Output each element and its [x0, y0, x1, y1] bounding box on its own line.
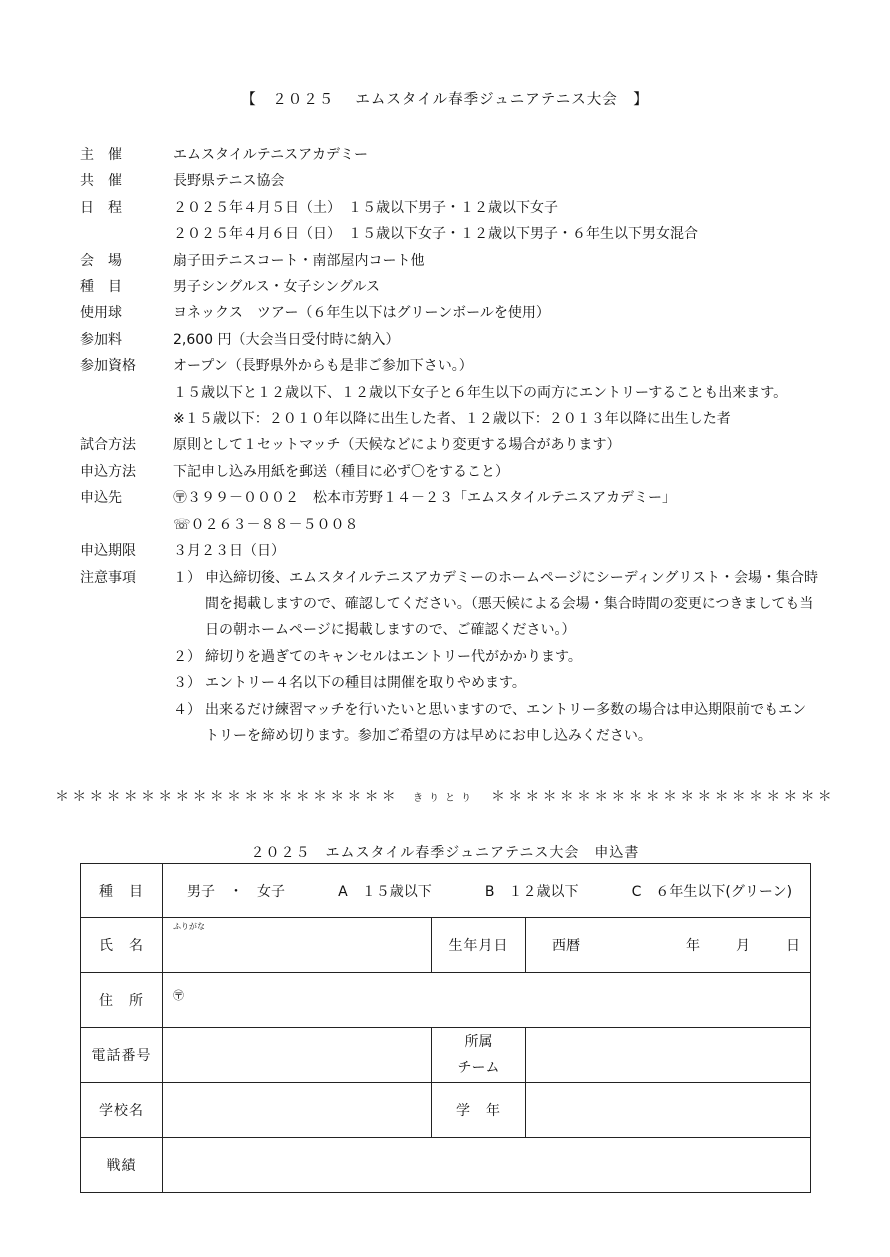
info-venue	[80, 248, 820, 274]
label-organizer: 主 催	[80, 147, 122, 163]
postal-mark-icon: 〶	[173, 989, 184, 1002]
info-eligibility	[80, 353, 820, 432]
eligibility-line-1: オープン（長野県外からも是非ご参加下さい。）	[173, 358, 473, 375]
note-text: 締切りを過ぎてのキャンセルはエントリー代がかかります。	[205, 648, 582, 665]
note-item	[173, 565, 820, 644]
info-organizer	[80, 142, 820, 168]
dob-label: 生年月日	[432, 918, 526, 973]
label-events: 種 目	[80, 279, 122, 296]
form-row-record	[81, 1138, 811, 1193]
value-eligibility	[173, 353, 820, 432]
form-row-name	[81, 918, 811, 973]
value-schedule	[173, 195, 820, 248]
name-field[interactable]	[163, 918, 432, 973]
info-match	[80, 432, 820, 458]
label-cosponsor: 共 催	[80, 173, 122, 190]
form-title: ２０２５ エムスタイル春季ジュニアテニス大会 申込書	[250, 845, 640, 861]
dob-day: 日	[786, 938, 800, 954]
info-events	[80, 274, 820, 300]
info-schedule	[80, 195, 820, 248]
note-text: エントリー４名以下の種目は開催を取りやめます。	[205, 675, 526, 692]
furigana-label: ふりがな	[173, 922, 205, 931]
apply-phone: ☏０２６３－８８－５００８	[173, 516, 359, 533]
label-fee: 参加料	[80, 331, 122, 348]
label-apply-to: 申込先	[80, 490, 122, 507]
event-options	[163, 881, 810, 901]
label-eligibility: 参加資格	[80, 358, 136, 375]
school-field[interactable]	[163, 1083, 432, 1138]
info-apply-to	[80, 485, 820, 538]
team-label	[432, 1028, 526, 1083]
value-events: 男子シングルス・女子シングルス	[173, 279, 381, 296]
team-label-line-2: チーム	[457, 1060, 500, 1076]
cut-stars-right: ＊＊＊＊＊＊＊＊＊＊＊＊＊＊＊＊＊＊＊＊	[491, 789, 835, 805]
phone-label: 電話番号	[81, 1028, 163, 1083]
value-venue: 扇子田テニスコート・南部屋内コート他	[173, 252, 425, 269]
grade-field[interactable]	[526, 1083, 811, 1138]
value-notes	[173, 565, 820, 750]
note-item	[173, 644, 820, 670]
apply-address: 〶３９９－０００２ 松本市芳野１４－２３「エムスタイルテニスアカデミー」	[173, 490, 677, 507]
note-number: ４）	[173, 701, 201, 718]
label-schedule: 日 程	[80, 199, 122, 216]
page-title: 【 ２０２５ エムスタイル春季ジュニアテニス大会 】	[241, 92, 649, 108]
form-row-address	[81, 973, 811, 1028]
record-field[interactable]	[163, 1138, 811, 1193]
address-label: 住 所	[81, 973, 163, 1028]
event-option-a[interactable]: A １５歳以下	[338, 883, 432, 900]
phone-field[interactable]	[163, 1028, 432, 1083]
value-organizer: エムスタイルテニスアカデミー	[173, 147, 369, 163]
note-number: ２）	[173, 648, 201, 665]
form-row-event	[81, 864, 811, 918]
info-section	[80, 142, 820, 749]
label-match: 試合方法	[80, 437, 136, 454]
value-ball: ヨネックス ツアー（６年生以下はグリーンボールを使用）	[173, 305, 550, 322]
schedule-line-1: ２０２５年４月５日（土） １５歳以下男子・１２歳以下女子	[173, 199, 558, 216]
note-number: １）	[173, 569, 201, 586]
dob-parts	[526, 935, 810, 955]
dob-field[interactable]	[526, 918, 811, 973]
grade-label: 学 年	[432, 1083, 526, 1138]
application-form	[80, 863, 811, 1193]
eligibility-line-3: ※１５歳以下：２０１０年以降に出生した者、１２歳以下：２０１３年以降に出生した者	[173, 411, 731, 428]
label-venue: 会 場	[80, 252, 122, 269]
label-apply-method: 申込方法	[80, 463, 136, 480]
cut-line	[0, 786, 890, 806]
info-ball	[80, 300, 820, 326]
event-options-cell[interactable]	[163, 864, 811, 918]
school-label: 学校名	[81, 1083, 163, 1138]
form-row-phone	[81, 1028, 811, 1083]
note-item	[173, 670, 820, 696]
dob-year: 年	[686, 938, 700, 954]
event-option-gender[interactable]: 男子 ・ 女子	[187, 883, 285, 900]
value-cosponsor: 長野県テニス協会	[173, 173, 285, 190]
value-fee: 2,600 円（大会当日受付時に納入）	[173, 331, 400, 348]
value-deadline: ３月２３日（日）	[173, 543, 285, 560]
label-deadline: 申込期限	[80, 543, 136, 560]
dob-month: 月	[736, 938, 750, 954]
cut-label: きりとり	[413, 793, 477, 804]
info-notes	[80, 565, 820, 750]
form-row-school	[81, 1083, 811, 1138]
info-deadline	[80, 538, 820, 564]
team-field[interactable]	[526, 1028, 811, 1083]
cut-stars-left: ＊＊＊＊＊＊＊＊＊＊＊＊＊＊＊＊＊＊＊＊	[55, 789, 399, 805]
dob-era: 西暦	[552, 938, 580, 954]
note-number: ３）	[173, 675, 201, 692]
label-notes: 注意事項	[80, 569, 136, 586]
schedule-line-2: ２０２５年４月６日（日） １５歳以下女子・１２歳以下男子・６年生以下男女混合	[173, 226, 698, 243]
label-ball: 使用球	[80, 305, 122, 322]
info-fee	[80, 327, 820, 353]
event-option-b[interactable]: B １２歳以下	[484, 883, 579, 900]
event-option-c[interactable]: C ６年生以下(グリーン)	[631, 883, 793, 900]
info-apply-method	[80, 459, 820, 485]
event-label: 種 目	[81, 864, 163, 918]
address-field[interactable]	[163, 973, 811, 1028]
team-label-line-1: 所属	[464, 1034, 493, 1050]
eligibility-line-2: １５歳以下と１２歳以下、１２歳以下女子と６年生以下の両方にエントリーすることも出来ます。	[173, 384, 788, 401]
note-text: 申込締切後、エムスタイルテニスアカデミーのホームページにシーディングリスト・会場・集合時間を掲載しますので、確認してください。（悪天候による会場・集合時間の変更につきましても当日の朝ホームページに掲載しますので、ご確認ください。）	[205, 569, 819, 639]
record-label: 戦績	[81, 1138, 163, 1193]
note-item	[173, 697, 820, 750]
value-match: 原則として１セットマッチ（天候などにより変更する場合があります）	[173, 437, 621, 454]
value-apply-method: 下記申し込み用紙を郵送（種目に必ず〇をすること）	[173, 463, 509, 480]
info-cosponsor	[80, 168, 820, 194]
value-apply-to	[173, 485, 820, 538]
name-label: 氏 名	[81, 918, 163, 973]
note-text: 出来るだけ練習マッチを行いたいと思いますので、エントリー多数の場合は申込期限前でもエントリーを締め切ります。参加ご希望の方は早めにお申し込みください。	[205, 701, 807, 744]
